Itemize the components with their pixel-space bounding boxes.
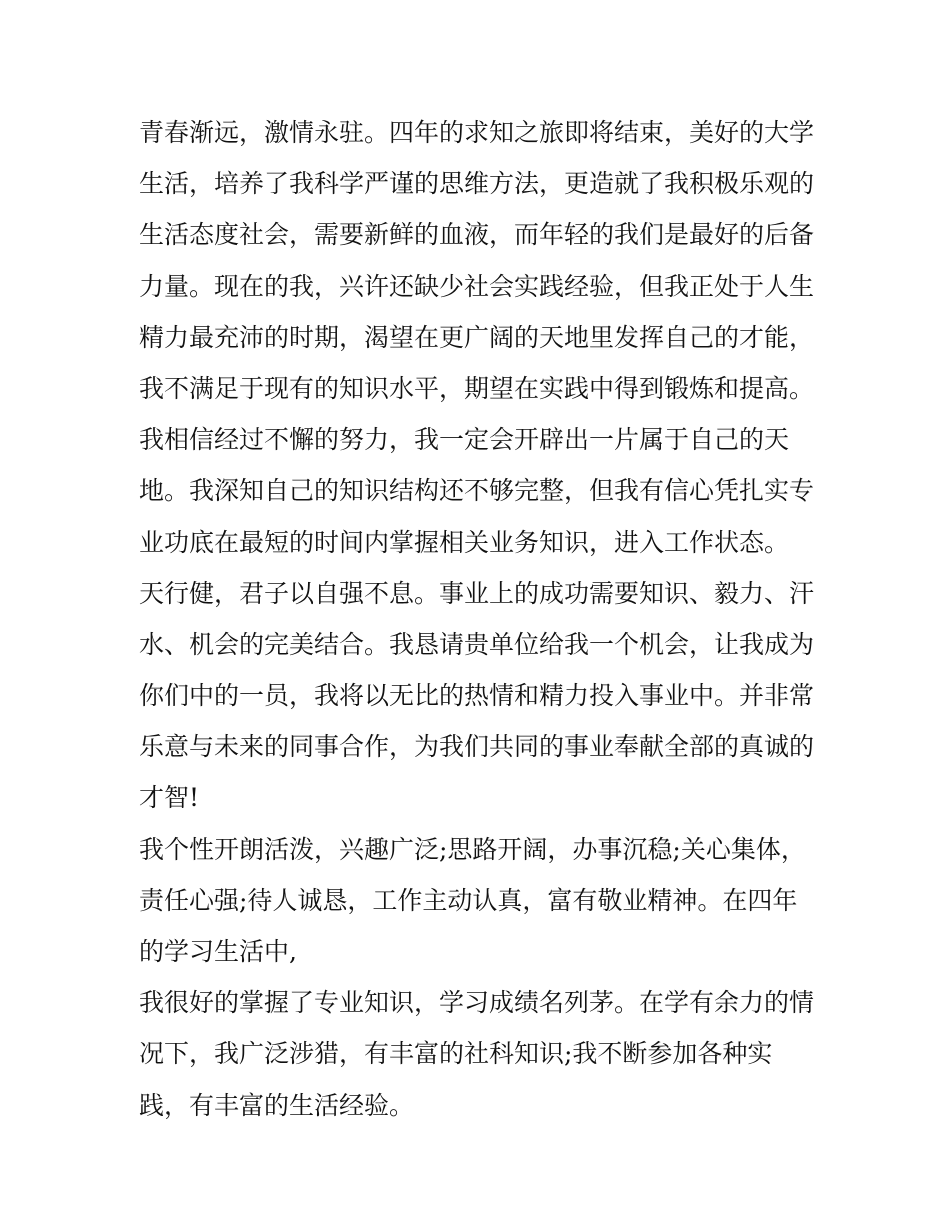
text-line: 业功底在最短的时间内掌握相关业务知识，进入工作状态。 [139, 527, 790, 557]
text-line: 我不满足于现有的知识水平，期望在实践中得到锻炼和提高。 [139, 373, 815, 403]
text-line: 力量。现在的我，兴许还缺少社会实践经验，但我正处于人生 [139, 271, 815, 301]
text-line: 才智! [139, 783, 200, 813]
text-line: 地。我深知自己的知识结构还不够完整，但我有信心凭扎实专 [139, 476, 815, 506]
text-line: 况下，我广泛涉猎，有丰富的社科知识;我不断参加各种实 [139, 1039, 773, 1069]
text-line: 责任心强;待人诚恳，工作主动认真，富有敬业精神。在四年 [139, 885, 798, 915]
text-line: 生活，培养了我科学严谨的思维方法，更造就了我积极乐观的 [139, 169, 815, 199]
text-line: 青春渐远，激情永驻。四年的求知之旅即将结束，美好的大学 [139, 118, 815, 147]
text-line: 我个性开朗活泼，兴趣广泛;思路开阔，办事沉稳;关心集体， [139, 834, 806, 864]
text-line: 践，有丰富的生活经验。 [139, 1090, 415, 1120]
text-line: 生活态度社会，需要新鲜的血液，而年轻的我们是最好的后备 [139, 220, 815, 250]
text-line: 精力最充沛的时期，渴望在更广阔的天地里发挥自己的才能， [139, 322, 815, 352]
text-line: 水、机会的完美结合。我恳请贵单位给我一个机会，让我成为 [139, 629, 815, 659]
text-line: 你们中的一员，我将以无比的热情和精力投入事业中。并非常 [139, 681, 815, 711]
body-text [139, 107, 829, 1131]
text-line: 我相信经过不懈的努力，我一定会开辟出一片属于自己的天 [139, 425, 790, 455]
text-line: 天行健，君子以自强不息。事业上的成功需要知识、毅力、汗 [139, 578, 815, 608]
text-line: 我很好的掌握了专业知识，学习成绩名列茅。在学有余力的情 [139, 988, 815, 1018]
text-line: 的学习生活中, [139, 937, 297, 966]
text-line: 乐意与未来的同事合作，为我们共同的事业奉献全部的真诚的 [139, 732, 815, 762]
